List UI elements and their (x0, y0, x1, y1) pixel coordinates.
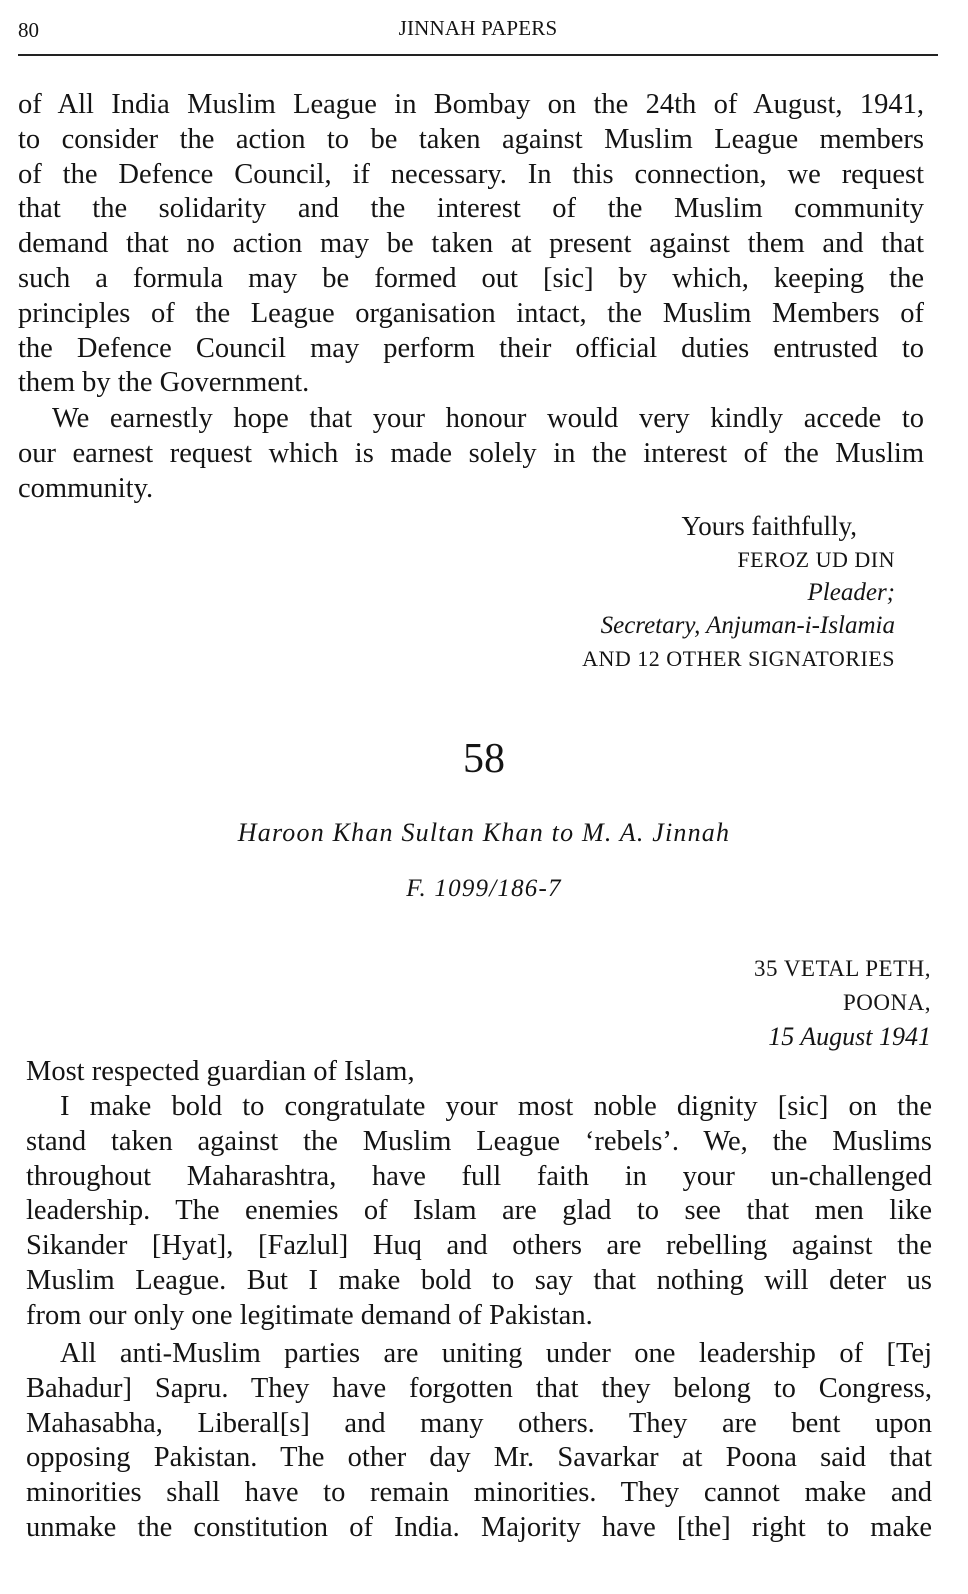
text-line: our earnest request which is made solely in the interest of the Muslim (18, 437, 924, 469)
signoff-block (395, 510, 895, 675)
running-head: JINNAH PAPERS (398, 16, 558, 40)
text-line: Muslim League. But I make bold to say that nothing will deter us (26, 1264, 932, 1296)
text-line: such a formula may be formed out [sic] by which, keeping the (18, 262, 924, 294)
address-line-1: 35 VETAL PETH, (753, 956, 931, 981)
text-line: opposing Pakistan. The other day Mr. Savarkar at Poona said that (26, 1442, 932, 1474)
text-line: of the Defence Council, if necessary. In this connection, we request (18, 158, 924, 190)
document-number: 58 (463, 736, 505, 782)
page-header (18, 14, 938, 56)
text-line: I make bold to congratulate your most noble dignity [sic] on the (60, 1091, 932, 1122)
text-line: leadership. The enemies of Islam are glad to see that men like (26, 1195, 932, 1227)
text-line: of All India Muslim League in Bombay on the 24th of August, 1941, (18, 89, 924, 120)
text-line: unmake the constitution of India. Majority have [the] right to make (26, 1511, 932, 1543)
text-line: from our only one legitimate demand of Pakistan. (26, 1299, 593, 1331)
document-reference: F. 1099/186-7 (406, 875, 562, 902)
page-number: 80 (18, 18, 39, 42)
text-line: Bahadur] Sapru. They have forgotten that they belong to Congress, (26, 1372, 932, 1404)
letter57-paragraph-1 (18, 88, 924, 401)
text-line: demand that no action may be taken at present against them and that (18, 228, 924, 260)
letter57-paragraph-2 (18, 402, 924, 506)
text-line: Sikander [Hyat], [Fazlul] Huq and others are rebelling against the (26, 1230, 932, 1262)
signatory-title-pleader: Pleader; (807, 579, 895, 606)
signatory-title-secretary: Secretary, Anjuman-i-Islamia (600, 612, 895, 639)
signoff-closing: Yours faithfully, (681, 511, 857, 541)
text-line: that the solidarity and the interest of the Muslim community (18, 193, 924, 225)
text-line: to consider the action to be taken against Muslim League members (18, 123, 924, 155)
address-block (531, 952, 931, 1054)
document-title: Haroon Khan Sultan Khan to M. A. Jinnah (237, 818, 731, 847)
letter58-paragraph-1 (26, 1090, 932, 1334)
text-line: stand taken against the Muslim League ‘rebels’. We, the Muslims (26, 1125, 932, 1157)
text-line: We earnestly hope that your honour would very kindly accede to (52, 403, 924, 434)
salutation: Most respected guardian of Islam, (26, 1056, 415, 1087)
text-line: minorities shall have to remain minorities. They cannot make and (26, 1477, 932, 1509)
text-line: Mahasabha, Liberal[s] and many others. They are bent upon (26, 1407, 932, 1439)
text-line: community. (18, 472, 154, 504)
address-line-2: POONA, (843, 990, 931, 1015)
text-line: the Defence Council may perform their official duties entrusted to (18, 332, 924, 364)
text-line: principles of the League organisation intact, the Muslim Members of (18, 297, 924, 329)
text-line: them by the Government. (18, 367, 310, 399)
letter-date: 15 August 1941 (768, 1022, 931, 1051)
other-signatories: AND 12 OTHER SIGNATORIES (582, 646, 895, 671)
signatory-name: FEROZ UD DIN (737, 547, 895, 572)
text-line: throughout Maharashtra, have full faith in your un-challenged (26, 1160, 932, 1192)
text-line: All anti-Muslim parties are uniting under one leadership of [Tej (60, 1338, 932, 1369)
letter58-paragraph-2 (26, 1337, 932, 1546)
